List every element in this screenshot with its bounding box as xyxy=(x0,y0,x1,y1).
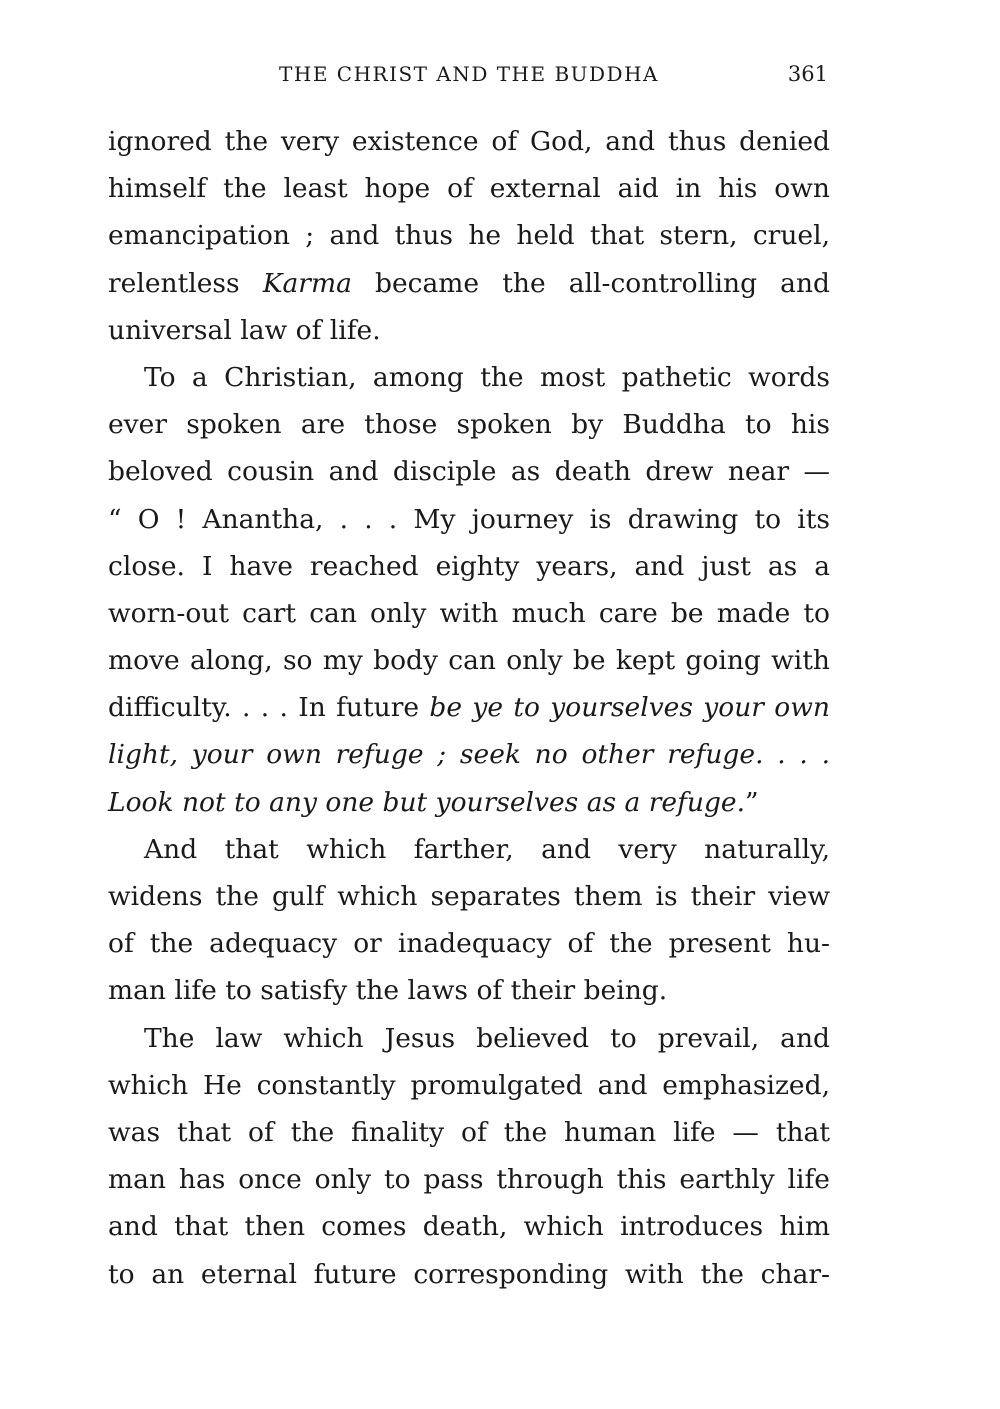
text-line xyxy=(108,779,830,826)
body-text xyxy=(108,118,830,1298)
text-line: ever spoken are those spoken by Buddha to his xyxy=(108,409,830,441)
page-number: 361 xyxy=(787,62,828,86)
running-title: THE CHRIST AND THE BUDDHA xyxy=(279,62,659,86)
text-line: was that of the finality of the human life — that xyxy=(108,1116,830,1148)
text-line: beloved cousin and disciple as death drew near — xyxy=(108,456,830,488)
text-run: ” xyxy=(745,786,759,818)
italic-run: be ye to yourselves your own xyxy=(429,692,830,724)
text-line: to an eternal future corresponding with the char- xyxy=(108,1258,830,1290)
text-line: close. I have reached eighty years, and just as a xyxy=(108,550,830,582)
text-line: man has once only to pass through this earthly life xyxy=(108,1164,830,1196)
italic-run: Look not to any one but yourselves as a refuge. xyxy=(108,786,746,818)
paragraph xyxy=(108,826,830,1015)
italic-run: Karma xyxy=(262,267,352,299)
text-run: difficulty. . . . In future xyxy=(108,692,430,724)
text-line: which He constantly promulgated and emphasized, xyxy=(108,1069,830,1101)
text-line: widens the gulf which separates them is their view xyxy=(108,881,830,912)
text-line xyxy=(108,731,830,778)
paragraph xyxy=(108,354,830,826)
text-line: himself the least hope of external aid in his own xyxy=(108,173,830,205)
text-line: And that which farther, and very naturally, xyxy=(144,833,830,865)
italic-run: light, your own refuge ; seek no other refuge. . . . xyxy=(108,739,830,771)
text-line: “ O ! Anantha, . . . My journey is drawing to its xyxy=(108,503,830,535)
text-line: of the adequacy or inadequacy of the present hu- xyxy=(108,928,830,960)
text-run: relentless xyxy=(108,267,263,299)
text-run: became the all-controlling and xyxy=(351,267,830,299)
text-line: The law which Jesus believed to prevail, and xyxy=(144,1022,830,1054)
text-line xyxy=(108,684,830,731)
paragraph xyxy=(108,1015,830,1298)
text-line: To a Christian, among the most pathetic words xyxy=(144,361,830,393)
text-line: move along, so my body can only be kept going with xyxy=(108,645,830,677)
running-head xyxy=(108,62,830,92)
text-line: worn-out cart can only with much care be made to xyxy=(108,597,830,629)
text-line: man life to satisfy the laws of their being. xyxy=(108,975,668,1007)
text-line xyxy=(108,260,830,307)
text-line: universal law of life. xyxy=(108,314,381,346)
text-line: and that then comes death, which introduces him xyxy=(108,1211,830,1243)
text-line: emancipation ; and thus he held that stern, cruel, xyxy=(108,220,830,252)
text-line: ignored the very existence of God, and thus denied xyxy=(108,126,830,157)
paragraph xyxy=(108,118,830,354)
